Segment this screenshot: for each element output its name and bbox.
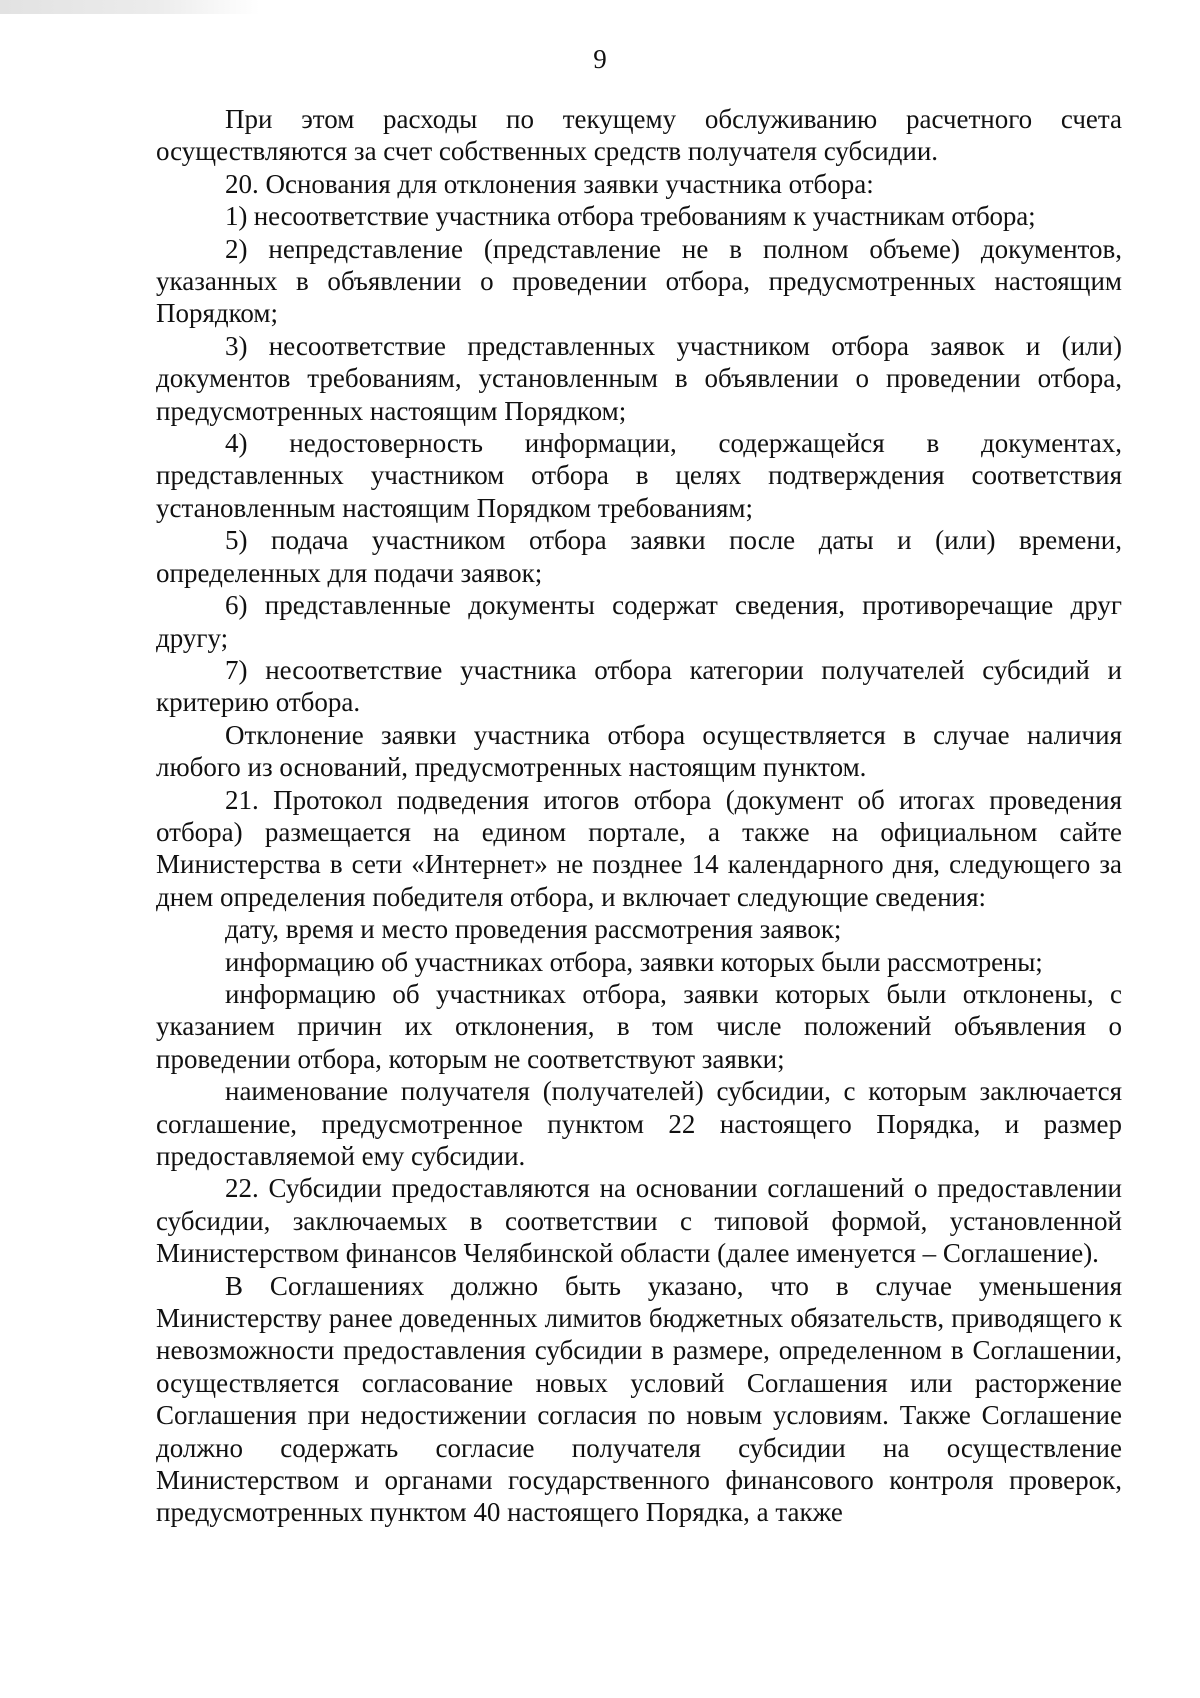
paragraph-section-21-protocol: 21. Протокол подведения итогов отбора (документ об итогах проведения отбора) размещается на едином портале, а также на официальном сайте Министерства в сети «Интернет» не позднее 14 календарного дня, следующего за днем определения победителя отбора, и включает следующие сведения:: [156, 784, 1122, 912]
scan-edge-shadow: [0, 0, 260, 14]
paragraph-ground-3: 3) несоответствие представленных участником отбора заявок и (или) документов требованиям, установленным в объявлении о проведении отбора, предусмотренных настоящим Порядком;: [156, 330, 1122, 426]
paragraph-ground-1: 1) несоответствие участника отбора требованиям к участникам отбора;: [225, 201, 1036, 232]
paragraph-protocol-date: дату, время и место проведения рассмотрения заявок;: [225, 914, 842, 945]
paragraph-rejection-rule: Отклонение заявки участника отбора осуществляется в случае наличия любого из оснований, предусмотренных настоящим пунктом.: [156, 719, 1122, 783]
paragraph-agreement-terms: В Соглашениях должно быть указано, что в случае уменьшения Министерству ранее доведенных лимитов бюджетных обязательств, приводящего к невозможности предоставления субсидии в размере, определенном в Соглашении, осуществляется согласование новых условий Соглашения или расторжение Соглашения при недостижении согласия по новым условиям. Также Соглашение должно содержать согласие получателя субсидии на осуществление Министерством и органами государственного финансового контроля проверок, предусмотренных пунктом 40 настоящего Порядка, а также: [156, 1270, 1122, 1528]
paragraph-protocol-considered: информацию об участниках отбора, заявки которых были рассмотрены;: [225, 946, 1043, 977]
paragraph-ground-5: 5) подача участником отбора заявки после даты и (или) времени, определенных для подачи заявок;: [156, 525, 1122, 588]
paragraph-account-expenses: При этом расходы по текущему обслуживанию расчетного счета осуществляются за счет собственных средств получателя субсидии.: [156, 104, 1122, 167]
paragraph-ground-7: 7) несоответствие участника отбора категории получателей субсидий и критерию отбора.: [156, 654, 1122, 718]
paragraph-section-20-heading: 20. Основания для отклонения заявки участника отбора:: [225, 168, 874, 199]
paragraph-ground-6: 6) представленные документы содержат сведения, противоречащие друг другу;: [156, 590, 1122, 653]
paragraph-protocol-rejected: информацию об участниках отбора, заявки которых были отклонены, с указанием причин их отклонения, в том числе положений объявления о проведении отбора, которым не соответствуют заявки;: [156, 978, 1122, 1074]
paragraph-section-22-agreement: 22. Субсидии предоставляются на основании соглашений о предоставлении субсидии, заключаемых в соответствии с типовой формой, установленной Министерством финансов Челябинской области (далее именуется – Соглашение).: [156, 1173, 1122, 1269]
paragraph-ground-2: 2) непредставление (представление не в полном объеме) документов, указанных в объявлении о проведении отбора, предусмотренных настоящим Порядком;: [156, 233, 1122, 329]
document-body: [156, 103, 1122, 1529]
paragraph-ground-4: 4) недостоверность информации, содержащейся в документах, представленных участником отбора в целях подтверждения соответствия установленным настоящим Порядком требованиям;: [156, 428, 1122, 523]
paragraph-protocol-recipient: наименование получателя (получателей) субсидии, с которым заключается соглашение, предусмотренное пунктом 22 настоящего Порядка, и размер предоставляемой ему субсидии.: [156, 1076, 1122, 1171]
page-number: 9: [593, 44, 607, 74]
